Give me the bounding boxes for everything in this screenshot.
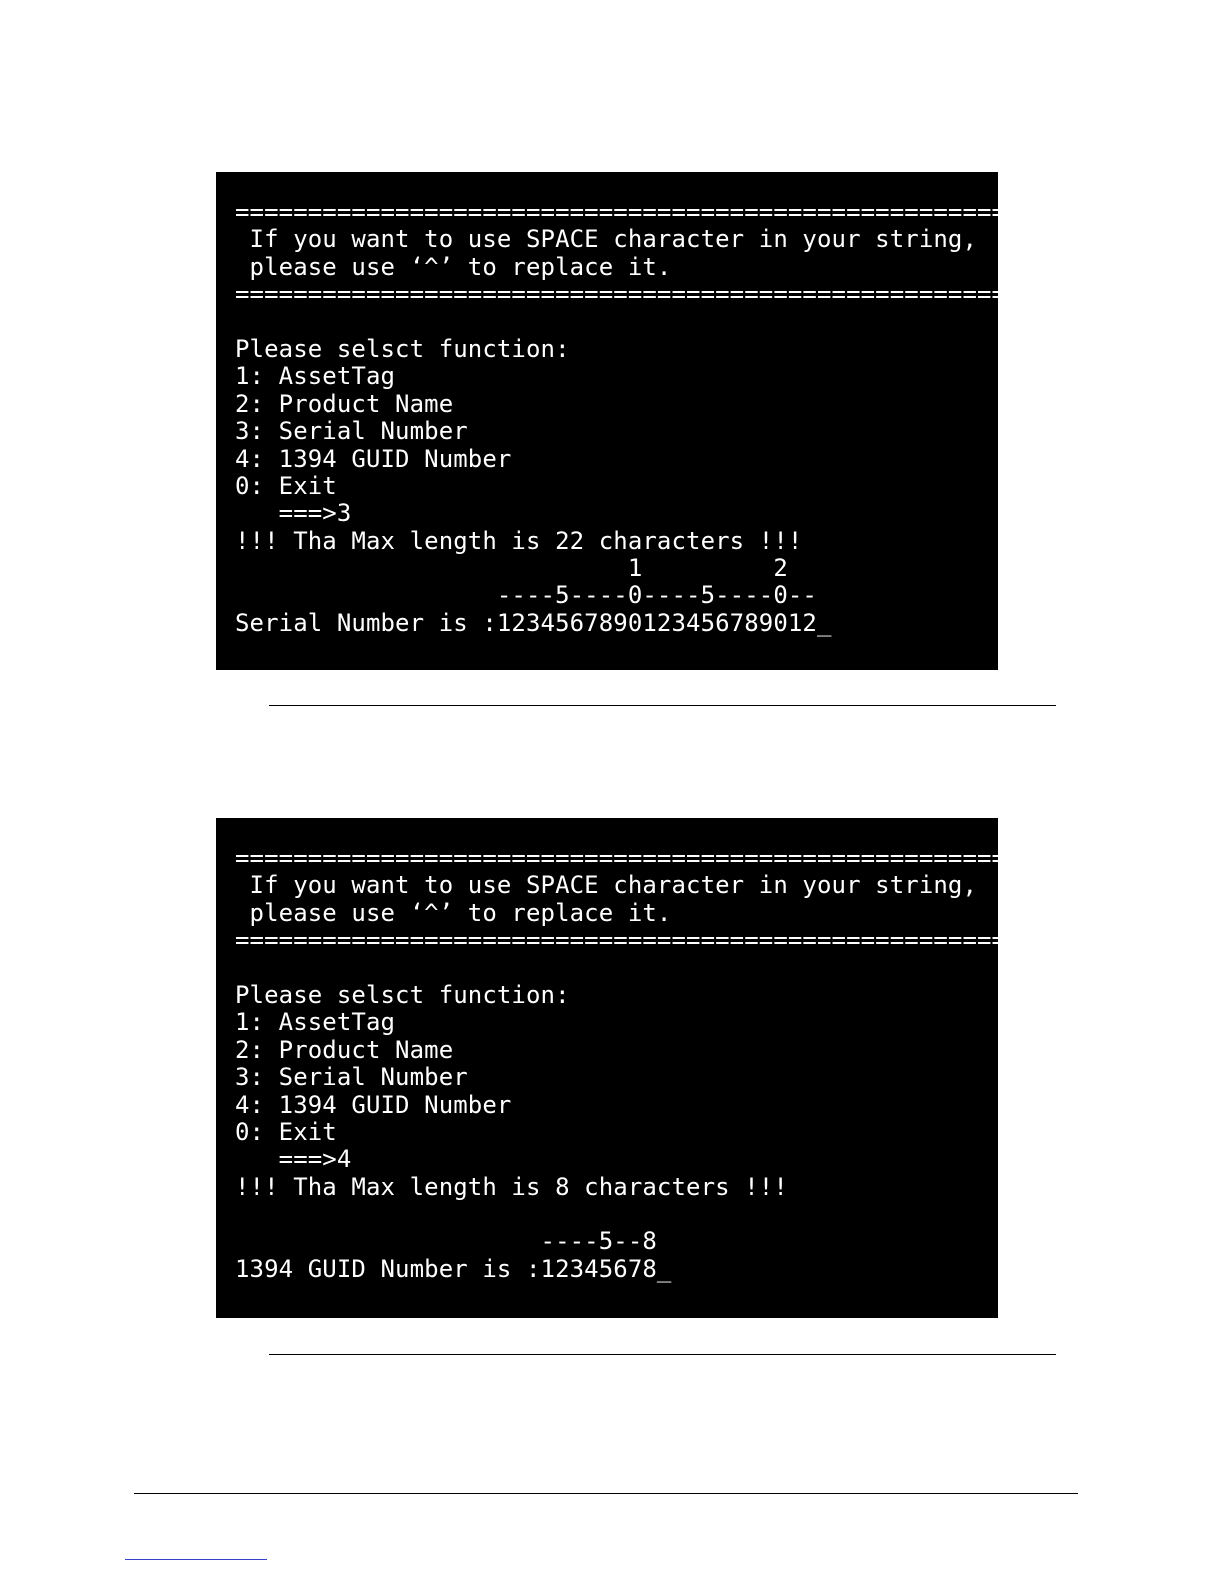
footer-rule	[134, 1493, 1078, 1494]
guid-number-input-line: 1394 GUID Number is :12345678_	[235, 1254, 672, 1283]
terminal-output	[235, 199, 1006, 637]
separator-line: =====================================================	[235, 844, 1007, 872]
blank-line	[235, 1201, 1006, 1228]
separator-line: =====================================================	[235, 926, 1007, 955]
caption-rule	[269, 705, 1056, 706]
blank-line	[235, 955, 1006, 982]
menu-selection-input: ===>4	[235, 1145, 352, 1174]
space-hint-line-2: please use ‘^’ to replace it.	[235, 898, 672, 927]
terminal-screenshot-guid-number	[216, 818, 1007, 1318]
menu-prompt: Please selsct function:	[235, 980, 570, 1009]
menu-option-guid-number: 4: 1394 GUID Number	[235, 1090, 512, 1119]
menu-prompt: Please selsct function:	[235, 334, 570, 363]
ruler-tens: 1 2	[235, 554, 788, 583]
ruler-units: ----5----0----5----0--	[235, 581, 817, 610]
serial-number-input-line: Serial Number is :1234567890123456789012_	[235, 608, 832, 637]
menu-option-exit: 0: Exit	[235, 471, 337, 500]
space-hint-line-2: please use ‘^’ to replace it.	[235, 252, 672, 281]
menu-option-asset-tag: 1: AssetTag	[235, 1008, 396, 1037]
separator-line: =====================================================	[235, 280, 1007, 309]
menu-selection-input: ===>3	[235, 499, 352, 528]
menu-option-product-name: 2: Product Name	[235, 1035, 454, 1064]
space-hint-line-1: If you want to use SPACE character in your string,	[235, 225, 978, 254]
caption-rule	[269, 1354, 1056, 1355]
menu-option-asset-tag: 1: AssetTag	[235, 362, 396, 391]
ruler-units: ----5--8	[235, 1227, 657, 1256]
menu-option-exit: 0: Exit	[235, 1117, 337, 1146]
terminal-output	[235, 845, 1006, 1283]
menu-option-product-name: 2: Product Name	[235, 389, 454, 418]
max-length-notice: !!! Tha Max length is 22 characters !!!	[235, 526, 803, 555]
footer-link-underline	[125, 1559, 267, 1560]
menu-option-serial-number: 3: Serial Number	[235, 417, 468, 446]
menu-option-guid-number: 4: 1394 GUID Number	[235, 444, 512, 473]
blank-line	[235, 309, 1006, 336]
separator-line: =====================================================	[235, 198, 1007, 226]
max-length-notice: !!! Tha Max length is 8 characters !!!	[235, 1172, 788, 1201]
menu-option-serial-number: 3: Serial Number	[235, 1063, 468, 1092]
space-hint-line-1: If you want to use SPACE character in your string,	[235, 871, 978, 900]
terminal-screenshot-serial-number	[216, 172, 1007, 670]
